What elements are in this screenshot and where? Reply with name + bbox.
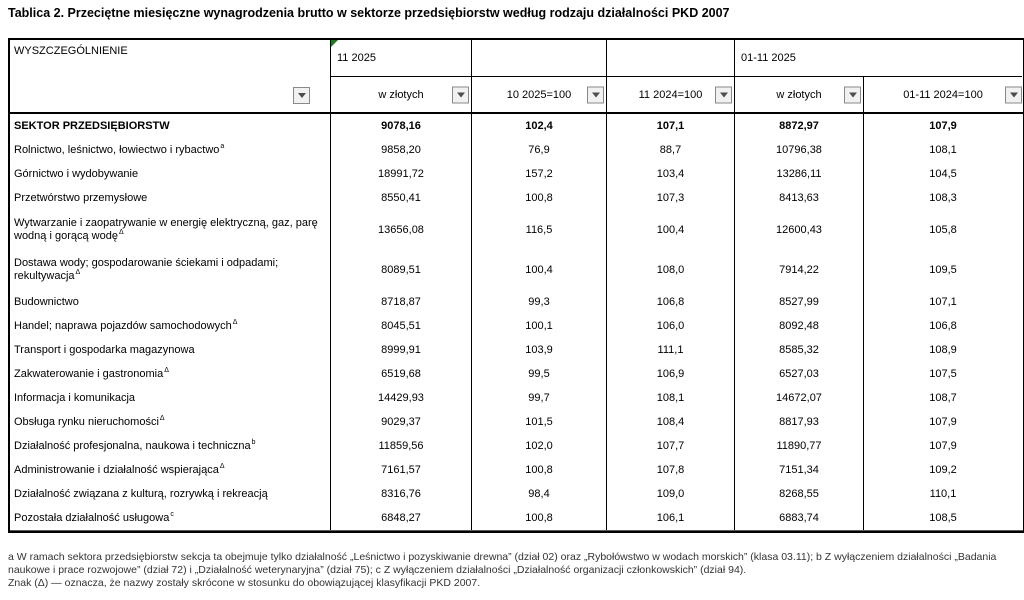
footnote-marker: Δ — [219, 462, 225, 470]
header-cell-period-01-11-2025 — [734, 40, 1022, 76]
table-row — [10, 250, 1023, 290]
table-row — [10, 186, 1023, 210]
table-row — [10, 114, 1023, 138]
footnote-marker: Δ — [118, 229, 124, 237]
value-cell: 8817,93 — [734, 410, 863, 434]
value-cell: 6519,68 — [330, 362, 471, 386]
header-cell-10-2025 — [471, 76, 606, 112]
value-cell: 98,4 — [471, 482, 606, 506]
subheader-label: 10 2025=100 — [506, 88, 572, 101]
wages-table — [8, 38, 1024, 533]
table-row — [10, 210, 1023, 250]
value-cell: 8550,41 — [330, 186, 471, 210]
value-cell: 7914,22 — [734, 250, 863, 290]
value-cell: 6527,03 — [734, 362, 863, 386]
value-cell: 103,9 — [471, 338, 606, 362]
footnote-marker: c — [170, 510, 174, 518]
row-label: SEKTOR PRZEDSIĘBIORSTW — [14, 119, 170, 132]
footnote-marker: Δ — [159, 414, 165, 422]
header-cell-w-zlotych-2 — [734, 76, 863, 112]
subheader-label: w złotych — [378, 88, 424, 101]
header-cell-period-11-2025 — [330, 40, 471, 76]
chevron-down-icon — [1010, 92, 1018, 97]
value-cell: 106,9 — [606, 362, 734, 386]
filter-dropdown-wyszczegolnienie[interactable] — [293, 87, 310, 104]
value-cell: 8089,51 — [330, 250, 471, 290]
header-cell-01-11-2024 — [863, 76, 1022, 112]
value-cell: 104,5 — [863, 162, 1022, 186]
value-cell: 107,1 — [606, 114, 734, 138]
row-label: Wytwarzanie i zaopatrywanie w energię elektryczną, gaz, parę wodną i gorącą wodę$^\Delta$ — [14, 217, 318, 242]
value-cell: 9029,37 — [330, 410, 471, 434]
value-cell: 8585,32 — [734, 338, 863, 362]
value-cell: 103,4 — [606, 162, 734, 186]
value-cell: 9078,16 — [330, 114, 471, 138]
value-cell: 100,8 — [471, 458, 606, 482]
value-cell: 107,9 — [863, 434, 1022, 458]
value-cell: 10796,38 — [734, 138, 863, 162]
filter-dropdown-10-2025[interactable] — [587, 86, 604, 103]
value-cell: 157,2 — [471, 162, 606, 186]
row-label: Transport i gospodarka magazynowa — [14, 343, 195, 356]
value-cell: 106,1 — [606, 506, 734, 530]
filter-dropdown-w-zlotych-1[interactable] — [452, 86, 469, 103]
table-row — [10, 362, 1023, 386]
value-cell: 109,5 — [863, 250, 1022, 290]
value-cell: 108,0 — [606, 250, 734, 290]
row-label: Pozostała działalność usługowa$^c$ — [14, 510, 174, 524]
value-cell: 100,4 — [471, 250, 606, 290]
row-label: Obsługa rynku nieruchomości$^\Delta$ — [14, 414, 165, 428]
value-cell: 100,1 — [471, 314, 606, 338]
row-label: Działalność profesjonalna, naukowa i techniczna$^b$ — [14, 438, 256, 452]
value-cell: 99,3 — [471, 290, 606, 314]
value-cell: 8268,55 — [734, 482, 863, 506]
table-row — [10, 458, 1023, 482]
value-cell: 108,1 — [606, 386, 734, 410]
value-cell: 107,8 — [606, 458, 734, 482]
value-cell: 76,9 — [471, 138, 606, 162]
table-row — [10, 386, 1023, 410]
value-cell: 109,0 — [606, 482, 734, 506]
chevron-down-icon — [849, 92, 857, 97]
chevron-down-icon — [457, 92, 465, 97]
value-cell: 13286,11 — [734, 162, 863, 186]
table-body — [10, 114, 1023, 531]
value-cell: 14672,07 — [734, 386, 863, 410]
value-cell: 8872,97 — [734, 114, 863, 138]
value-cell: 116,5 — [471, 210, 606, 250]
filter-dropdown-w-zlotych-2[interactable] — [844, 86, 861, 103]
value-cell: 8718,87 — [330, 290, 471, 314]
value-cell: 9858,20 — [330, 138, 471, 162]
value-cell: 11859,56 — [330, 434, 471, 458]
value-cell: 102,4 — [471, 114, 606, 138]
row-label: Dostawa wody; gospodarowanie ściekami i odpadami; rekultywacja$^\Delta$ — [14, 257, 279, 282]
value-cell: 14429,93 — [330, 386, 471, 410]
filter-dropdown-01-11-2024[interactable] — [1005, 86, 1022, 103]
value-cell: 13656,08 — [330, 210, 471, 250]
subheader-label: 01-11 2024=100 — [903, 88, 983, 101]
period-label: 11 2025 — [337, 52, 376, 64]
value-cell: 99,7 — [471, 386, 606, 410]
footnote-abc: a W ramach sektora przedsiębiorstw sekcja ta obejmuje tylko działalność „Leśnictwo i pozyskiwanie drewna” (dział 02) oraz „Rybołówstwo w wodach morskich” (klasa 03.11); b Z wyłączeniem działalności „Badania naukowe i prace rozwojowe” (dział 72) i „Działalność weterynaryjna” (dział 75); c Z wyłączeniem działalności „Działalność organizacji członkowskich” (dział 94). — [8, 551, 997, 576]
value-cell: 111,1 — [606, 338, 734, 362]
value-cell: 8413,63 — [734, 186, 863, 210]
footnote-znak: Znak (Δ) — oznacza, że nazwy zostały skrócone w stosunku do obowiązującej klasyfikacji PKD 2007. — [8, 577, 481, 589]
cell-error-indicator-icon — [331, 40, 338, 47]
page-title: Tablica 2. Przeciętne miesięczne wynagrodzenia brutto w sektorze przedsiębiorstw według rodzaju działalności PKD 2007 — [8, 6, 730, 20]
value-cell: 6848,27 — [330, 506, 471, 530]
value-cell: 108,7 — [863, 386, 1022, 410]
footnotes — [8, 551, 1016, 590]
value-cell: 101,5 — [471, 410, 606, 434]
row-label: Budownictwo — [14, 295, 79, 308]
value-cell: 8092,48 — [734, 314, 863, 338]
value-cell: 11890,77 — [734, 434, 863, 458]
value-cell: 88,7 — [606, 138, 734, 162]
value-cell: 108,3 — [863, 186, 1022, 210]
value-cell: 108,5 — [863, 506, 1022, 530]
value-cell: 108,1 — [863, 138, 1022, 162]
footnote-marker: a — [220, 142, 225, 150]
value-cell: 8316,76 — [330, 482, 471, 506]
table-row — [10, 410, 1023, 434]
value-cell: 109,2 — [863, 458, 1022, 482]
table-header — [10, 40, 1023, 114]
header-cell-11-2024 — [606, 76, 734, 112]
filter-dropdown-11-2024[interactable] — [715, 86, 732, 103]
header-cell-empty-1 — [471, 40, 606, 76]
value-cell: 107,3 — [606, 186, 734, 210]
table-row — [10, 506, 1023, 530]
value-cell: 100,8 — [471, 506, 606, 530]
value-cell: 106,8 — [863, 314, 1022, 338]
header-cell-wyszczegolnienie — [10, 40, 330, 112]
row-label: Rolnictwo, leśnictwo, łowiectwo i rybactwo$^a$ — [14, 142, 225, 156]
value-cell: 107,1 — [863, 290, 1022, 314]
value-cell: 107,9 — [863, 410, 1022, 434]
header-cell-w-zlotych-1 — [330, 76, 471, 112]
value-cell: 6883,74 — [734, 506, 863, 530]
value-cell: 99,5 — [471, 362, 606, 386]
value-cell: 100,4 — [606, 210, 734, 250]
value-cell: 7161,57 — [330, 458, 471, 482]
row-label: Zakwaterowanie i gastronomia$^\Delta$ — [14, 366, 169, 380]
footnote-marker: b — [251, 438, 256, 446]
value-cell: 8045,51 — [330, 314, 471, 338]
value-cell: 12600,43 — [734, 210, 863, 250]
header-label: WYSZCZEGÓLNIENIE — [14, 45, 128, 57]
table-row — [10, 338, 1023, 362]
value-cell: 107,5 — [863, 362, 1022, 386]
row-label: Handel; naprawa pojazdów samochodowych$^\Delta$ — [14, 318, 238, 332]
value-cell: 100,8 — [471, 186, 606, 210]
table-row — [10, 482, 1023, 506]
row-label: Administrowanie i działalność wspierająca$^\Delta$ — [14, 462, 225, 476]
table-row — [10, 162, 1023, 186]
chevron-down-icon — [298, 93, 306, 98]
table-row — [10, 290, 1023, 314]
table-row — [10, 314, 1023, 338]
value-cell: 105,8 — [863, 210, 1022, 250]
value-cell: 108,9 — [863, 338, 1022, 362]
value-cell: 107,7 — [606, 434, 734, 458]
value-cell: 107,9 — [863, 114, 1022, 138]
table-row — [10, 138, 1023, 162]
value-cell: 7151,34 — [734, 458, 863, 482]
chevron-down-icon — [720, 92, 728, 97]
value-cell: 8527,99 — [734, 290, 863, 314]
value-cell: 108,4 — [606, 410, 734, 434]
footnote-marker: Δ — [164, 366, 169, 374]
row-label: Górnictwo i wydobywanie — [14, 167, 139, 180]
chevron-down-icon — [592, 92, 600, 97]
value-cell: 110,1 — [863, 482, 1022, 506]
subheader-label: 11 2024=100 — [638, 88, 703, 101]
row-label: Przetwórstwo przemysłowe — [14, 191, 148, 204]
subheader-label: w złotych — [776, 88, 822, 101]
row-label: Działalność związana z kulturą, rozrywką i rekreacją — [14, 487, 268, 500]
header-cell-empty-2 — [606, 40, 734, 76]
value-cell: 106,0 — [606, 314, 734, 338]
footnote-marker: Δ — [75, 269, 81, 277]
value-cell: 102,0 — [471, 434, 606, 458]
table-row — [10, 434, 1023, 458]
footnote-marker: Δ — [232, 318, 238, 326]
value-cell: 18991,72 — [330, 162, 471, 186]
value-cell: 106,8 — [606, 290, 734, 314]
row-label: Informacja i komunikacja — [14, 391, 136, 404]
value-cell: 8999,91 — [330, 338, 471, 362]
period-label: 01-11 2025 — [741, 52, 796, 64]
